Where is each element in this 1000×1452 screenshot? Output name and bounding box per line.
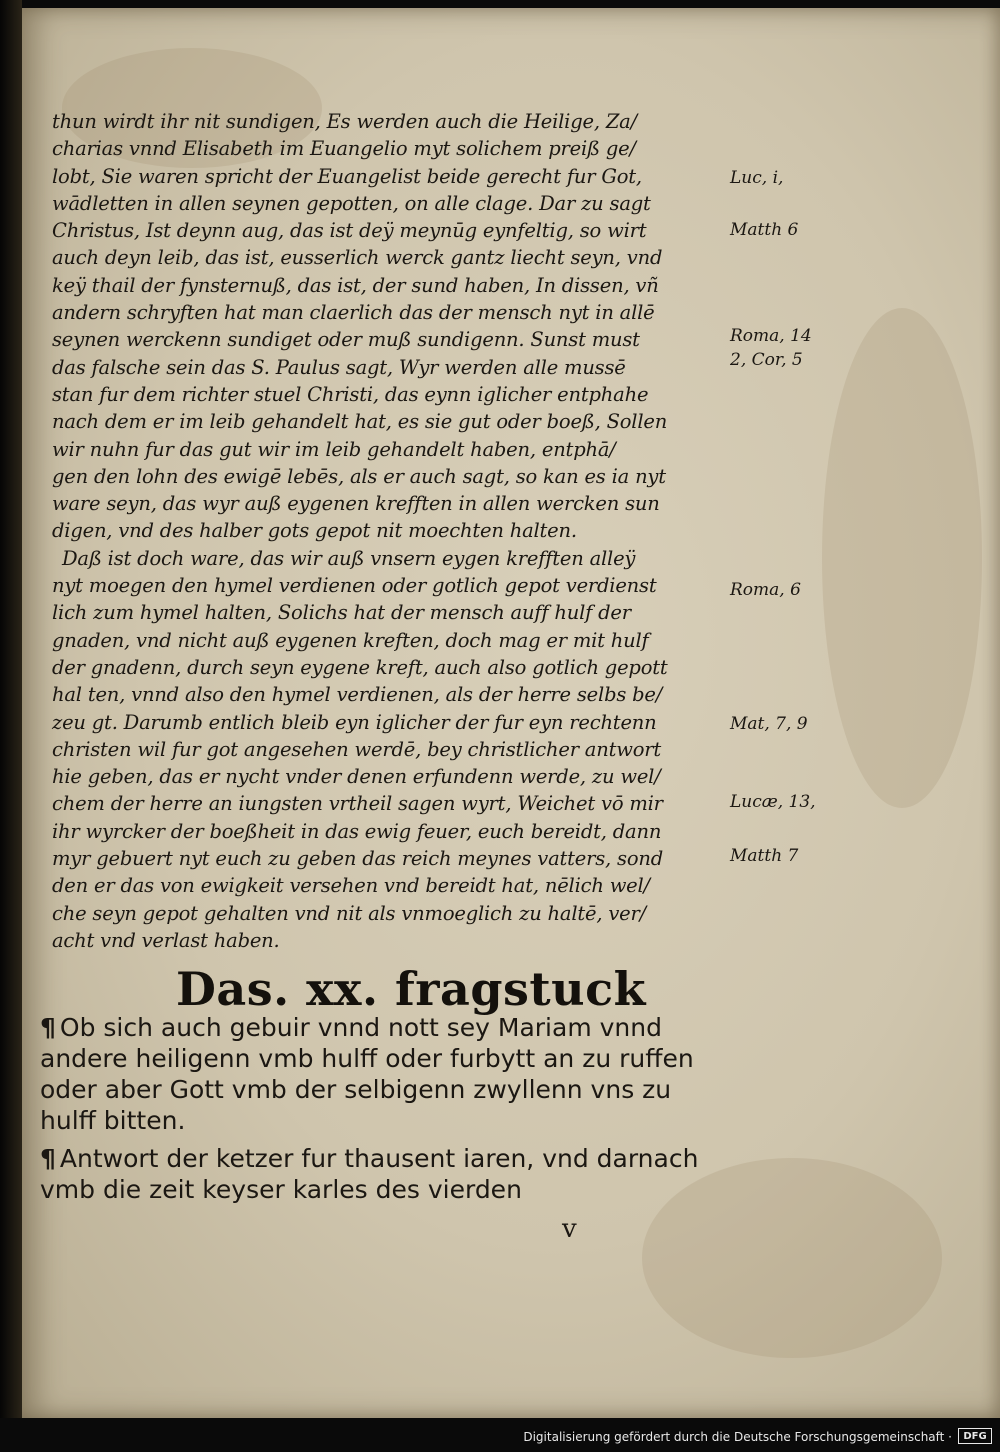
body-line (52, 545, 742, 572)
body-line: auch deyn leib, das ist, eusserlich werck gantz liecht seyn, vnd (52, 246, 663, 270)
body-line: gen den lohn des ewigē lebēs, als er auch sagt, so kan es ia nyt (52, 464, 666, 488)
body-line: der gnadenn, durch seyn eygene kreft, auch also gotlich gepott (52, 655, 668, 679)
body-line: lich zum hymel halten, Solichs hat der mensch auff hulf der (52, 601, 631, 625)
page-edge-shadow (0, 0, 22, 1418)
question-line: andere heiligenn vmb hulff oder furbytt an zu ruffen (40, 1044, 694, 1073)
signature-mark: v (562, 1214, 577, 1244)
body-line: stan fur dem richter stuel Christi, das eynn iglicher entphahe (52, 382, 649, 406)
question-line: hulff bitten. (40, 1106, 186, 1135)
margin-note: Roma, 14 (730, 326, 812, 346)
margin-note: Lucæ, 13, (730, 792, 816, 812)
body-line: acht vnd verlast haben. (52, 928, 280, 952)
body-line: gnaden, vnd nicht auß eygenen kreften, doch mag er mit hulf (52, 628, 649, 652)
body-line: thun wirdt ihr nit sundigen, Es werden auch die Heilige, Za/ (52, 110, 637, 133)
body-text (52, 108, 742, 954)
body-line: keÿ thail der fynsternuß, das ist, der sund haben, In dissen, vñ (52, 273, 659, 297)
pilcrow-icon: ¶ (40, 1144, 56, 1173)
margin-note: Matth 7 (730, 846, 799, 866)
body-line: hie geben, das er nycht vnder denen erfundenn werde, zu wel/ (52, 765, 661, 789)
answer-line: ¶ Antwort der ketzer fur thausent iaren, vnd darnach (40, 1144, 699, 1173)
body-line: myr gebuert nyt euch zu geben das reich meynes vatters, sond (52, 847, 664, 871)
chapter-heading: Das. xx. fragstuck (176, 962, 646, 1016)
body-line: chem der herre an iungsten vrtheil sagen wyrt, Weichet vō mir (52, 792, 663, 816)
question-line: oder aber Gott vmb der selbigenn zwyllenn vns zu (40, 1075, 672, 1104)
margin-note: Matth 6 (730, 220, 799, 240)
funding-credit: Digitalisierung gefördert durch die Deutsche Forschungsgemeinschaft · (523, 1430, 952, 1444)
paper-stain (822, 308, 982, 808)
question-line: ¶ Ob sich auch gebuir vnnd nott sey Mariam vnnd (40, 1013, 662, 1042)
body-line: zeu gt. Darumb entlich bleib eyn iglicher der fur eyn rechtenn (52, 710, 657, 734)
body-line: charias vnnd Elisabeth im Euangelio myt solichem preiß ge/ (52, 137, 636, 161)
question-block (40, 1012, 740, 1136)
body-line: hal ten, vnnd also den hymel verdienen, als der herre selbs be/ (52, 683, 663, 707)
body-line: christen wil fur got angesehen werdē, bey christlicher antwort (52, 737, 662, 761)
answer-line: vmb die zeit keyser karles des vierden (40, 1175, 522, 1204)
body-line: digen, vnd des halber gots gepot nit moechten halten. (52, 519, 577, 543)
body-line: wādletten in allen seynen gepotten, on alle clage. Dar zu sagt (52, 191, 651, 215)
body-line: Christus, Ist deynn aug, das ist deÿ meynūg eynfeltig, so wirt (52, 219, 647, 243)
body-line: nyt moegen den hymel verdienen oder gotlich gepot verdienst (52, 574, 657, 598)
margin-note: Mat, 7, 9 (730, 714, 808, 734)
paragraph-start: Daß ist doch ware, das wir auß vnsern eygen krefften alleÿ (62, 546, 636, 570)
answer-block (40, 1143, 740, 1205)
margin-note: Roma, 6 (730, 580, 801, 600)
body-line: che seyn gepot gehalten vnd nit als vnmoeglich zu haltē, ver/ (52, 901, 647, 925)
footer-bar (0, 1418, 1000, 1452)
margin-note: 2, Cor, 5 (730, 350, 803, 370)
body-line: andern schryften hat man claerlich das der mensch nyt in allē (52, 301, 655, 325)
body-line: ware seyn, das wyr auß eygenen krefften in allen wercken sun (52, 492, 660, 516)
body-line: das falsche sein das S. Paulus sagt, Wyr werden alle mussē (52, 355, 626, 379)
body-line: den er das von ewigkeit versehen vnd bereidt hat, nēlich wel/ (52, 874, 650, 898)
body-line: seynen werckenn sundiget oder muß sundigenn. Sunst must (52, 328, 640, 352)
pilcrow-icon: ¶ (40, 1013, 56, 1042)
body-line: nach dem er im leib gehandelt hat, es sie gut oder boeß, Sollen (52, 410, 668, 434)
body-line: lobt, Sie waren spricht der Euangelist beide gerecht fur Got, (52, 164, 642, 188)
body-line: wir nuhn fur das gut wir im leib gehandelt haben, entphā/ (52, 437, 616, 461)
dfg-logo-icon: DFG (958, 1428, 992, 1444)
body-line: ihr wyrcker der boeßheit in das ewig feuer, euch bereidt, dann (52, 819, 662, 843)
margin-note: Luc, i, (730, 168, 784, 188)
